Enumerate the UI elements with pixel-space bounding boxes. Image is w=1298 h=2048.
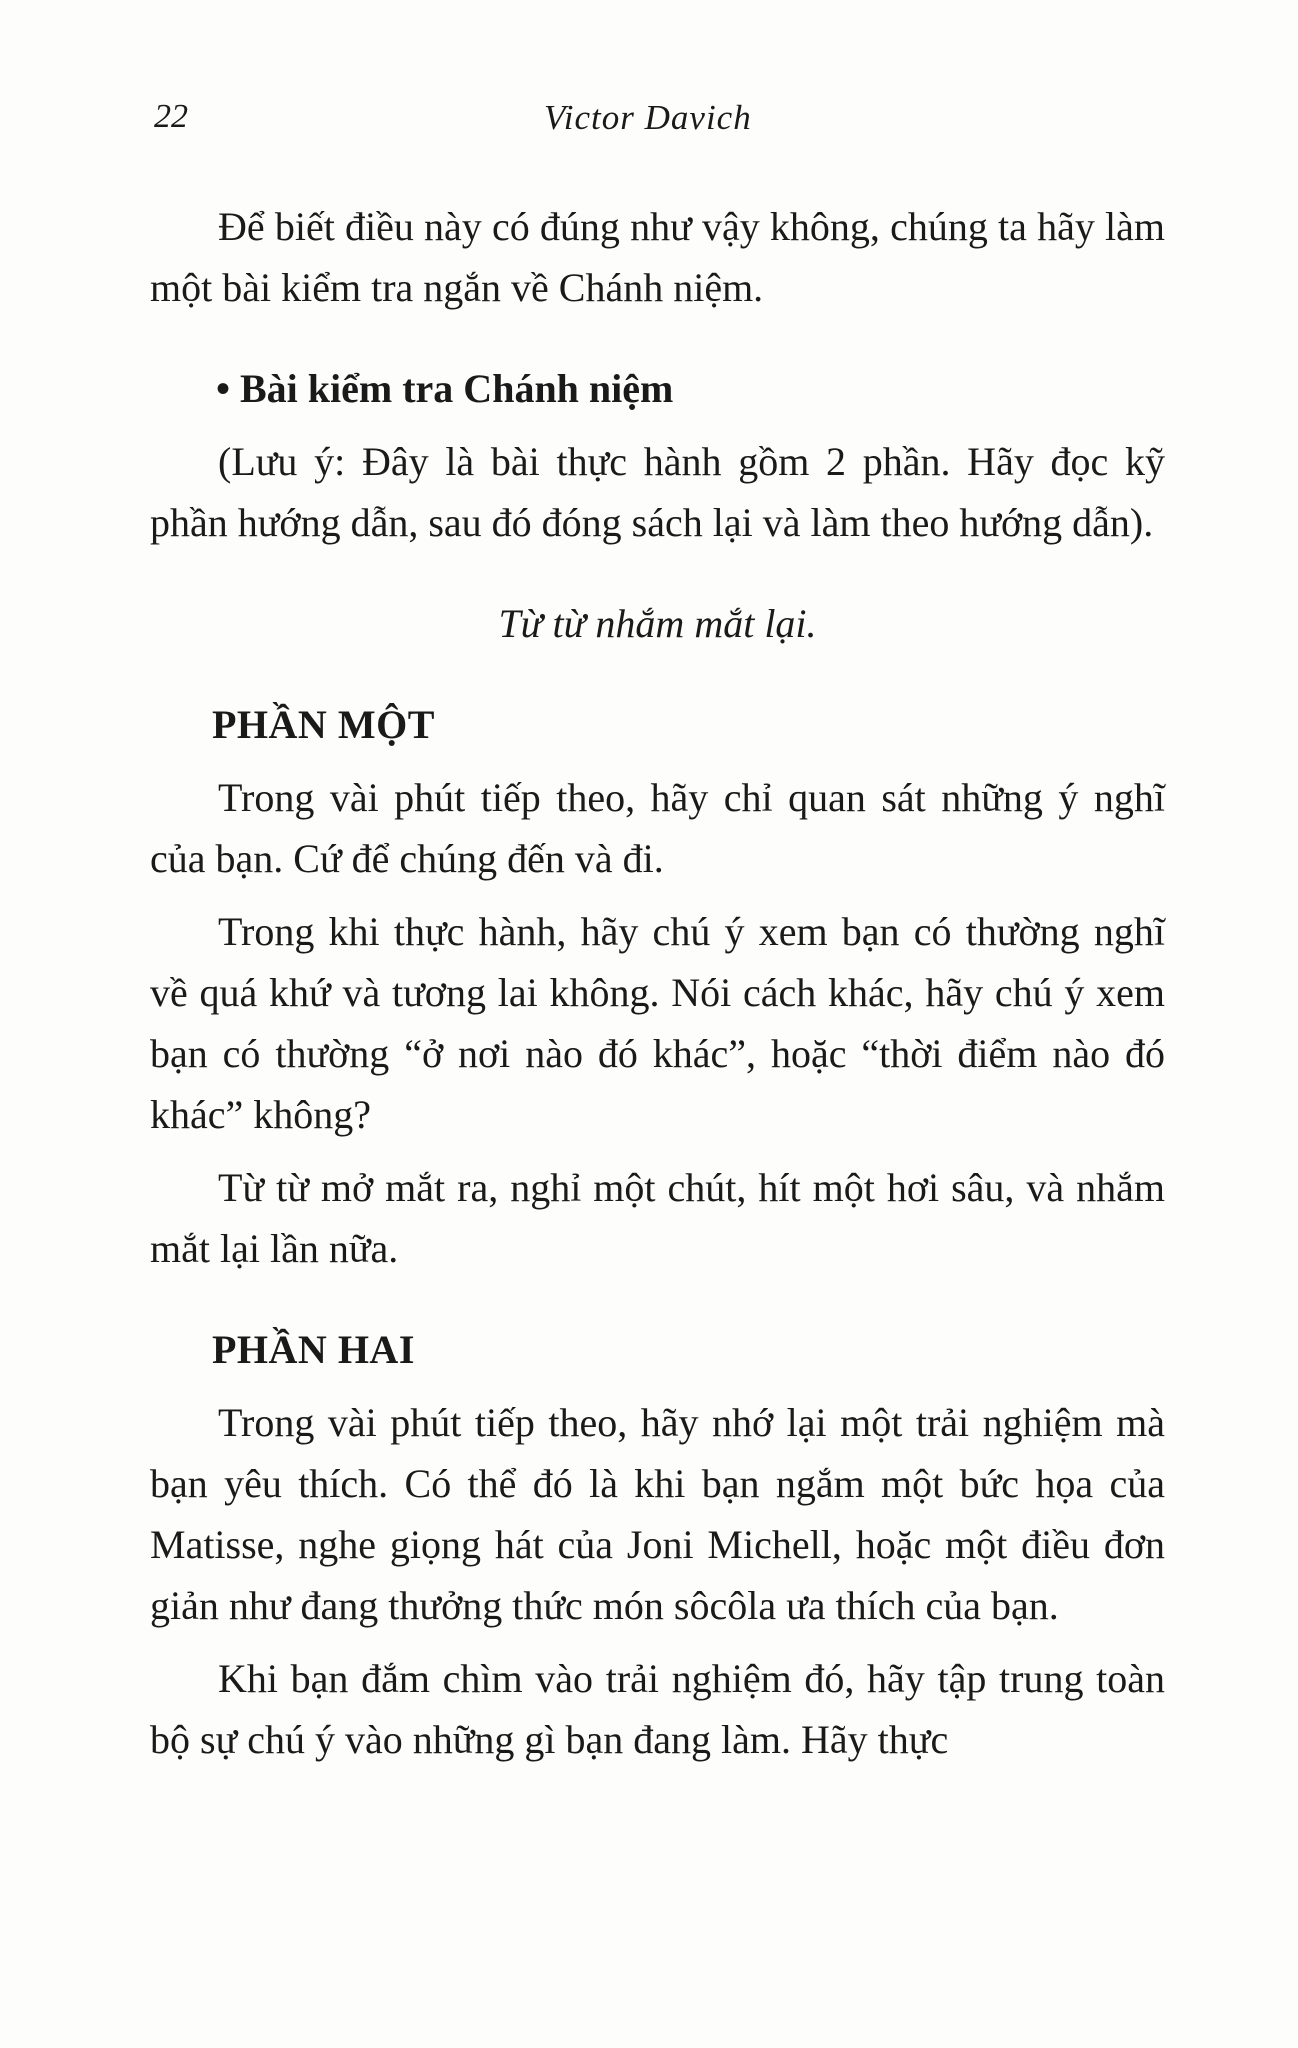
body-text: [150, 196, 1165, 1770]
page-number: 22: [154, 98, 188, 135]
part-two-paragraph-2: Khi bạn đắm chìm vào trải nghiệm đó, hãy tập trung toàn bộ sự chú ý vào những gì bạn đang làm. Hãy thực: [150, 1656, 1165, 1762]
bullet-heading: • Bài kiểm tra Chánh niệm: [216, 366, 674, 411]
running-head: Victor Davich: [544, 98, 752, 137]
part-two-paragraph-1: Trong vài phút tiếp theo, hãy nhớ lại một trải nghiệm mà bạn yêu thích. Có thể đó là khi bạn ngắm một bức họa của Matisse, nghe giọng hát của Joni Michell, hoặc một điều đơn giản như đang thưởng thức món sôcôla ưa thích của bạn.: [150, 1400, 1165, 1628]
note-paragraph: (Lưu ý: Đây là bài thực hành gồm 2 phần. Hãy đọc kỹ phần hướng dẫn, sau đó đóng sách lại và làm theo hướng dẫn).: [150, 439, 1165, 545]
part-one-paragraph-3: Từ từ mở mắt ra, nghỉ một chút, hít một hơi sâu, và nhắm mắt lại lần nữa.: [150, 1165, 1165, 1271]
part-one-paragraph-1: Trong vài phút tiếp theo, hãy chỉ quan sát những ý nghĩ của bạn. Cứ để chúng đến và đi.: [150, 775, 1165, 881]
section-heading-part-two: PHẦN HAI: [212, 1327, 415, 1372]
section-heading-part-one: PHẦN MỘT: [212, 702, 435, 747]
intro-paragraph: Để biết điều này có đúng như vậy không, chúng ta hãy làm một bài kiểm tra ngắn về Chánh niệm.: [150, 204, 1165, 310]
instruction-line: Từ từ nhắm mắt lại.: [498, 601, 817, 646]
part-one-paragraph-2: Trong khi thực hành, hãy chú ý xem bạn có thường nghĩ về quá khứ và tương lai không. Nói cách khác, hãy chú ý xem bạn có thường “ở nơi nào đó khác”, hoặc “thời điểm nào đó khác” không?: [150, 909, 1165, 1137]
page-header: [154, 98, 1164, 148]
